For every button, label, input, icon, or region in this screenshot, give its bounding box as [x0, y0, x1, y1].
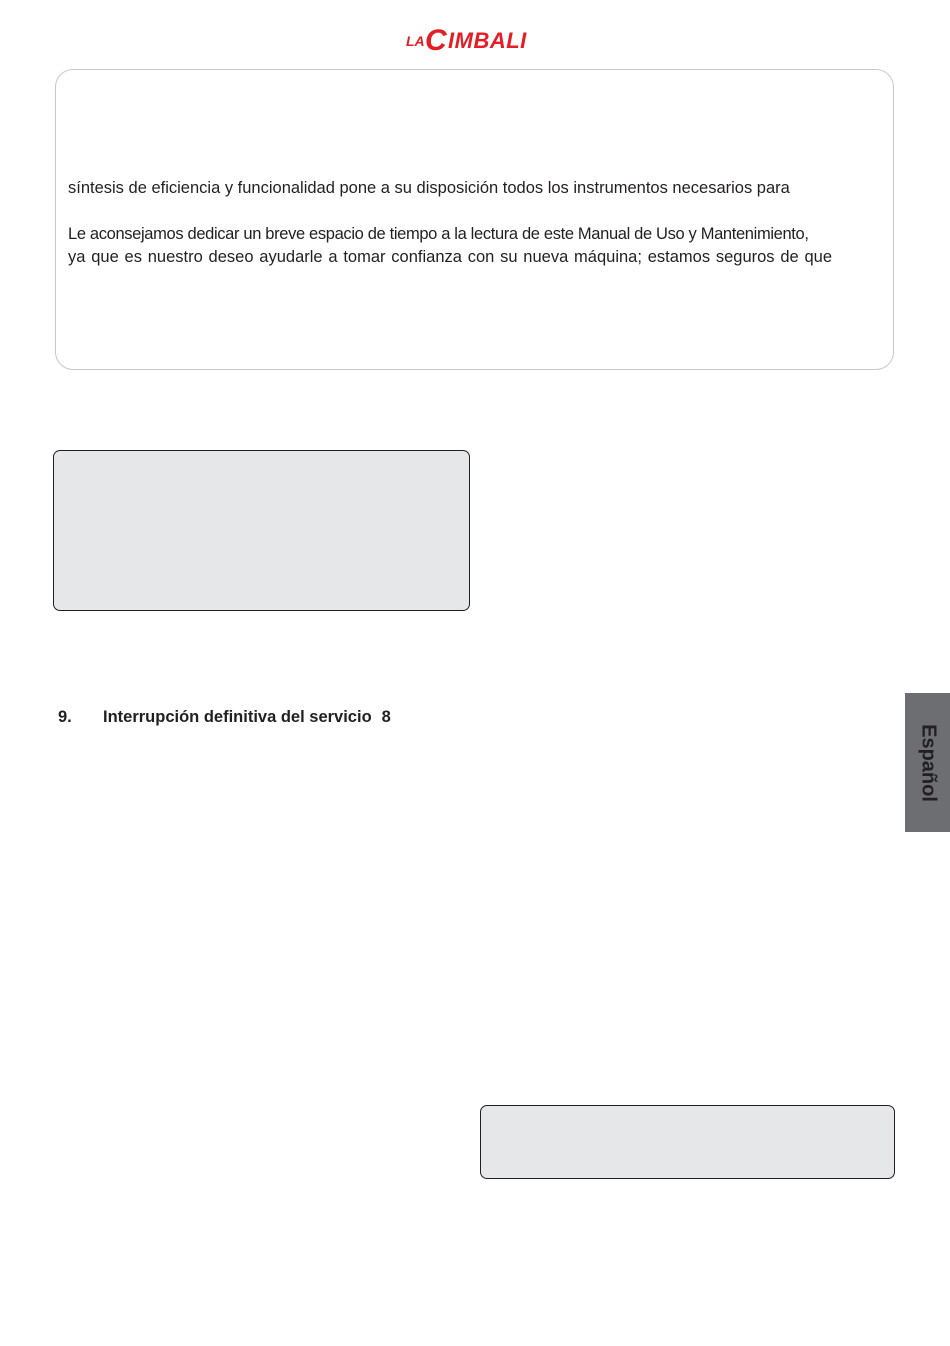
- note-box-left: [53, 450, 470, 611]
- toc-entry[interactable]: [58, 707, 391, 727]
- toc-entry-page: 8: [381, 708, 391, 726]
- intro-line-3: ya que es nuestro deseo ayudarle a tomar confianza con su nueva máquina; estamos seguros de que: [68, 248, 833, 266]
- intro-panel: [55, 69, 894, 370]
- brand-logo: [406, 22, 546, 56]
- svg-text:IMBALI: IMBALI: [448, 28, 527, 53]
- svg-text:LA: LA: [406, 33, 425, 49]
- language-tab-label: Español: [917, 723, 939, 802]
- language-tab[interactable]: [905, 693, 950, 832]
- note-box-right: [480, 1105, 895, 1179]
- toc-entry-number: 9.: [58, 708, 72, 726]
- intro-line-2: Le aconsejamos dedicar un breve espacio de tiempo a la lectura de este Manual de Uso y Mantenimiento,: [68, 225, 809, 243]
- toc-entry-title: Interrupción definitiva del servicio: [103, 708, 372, 726]
- intro-line-1: síntesis de eficiencia y funcionalidad pone a su disposición todos los instrumentos necesarios para: [68, 179, 790, 197]
- svg-text:C: C: [425, 24, 447, 56]
